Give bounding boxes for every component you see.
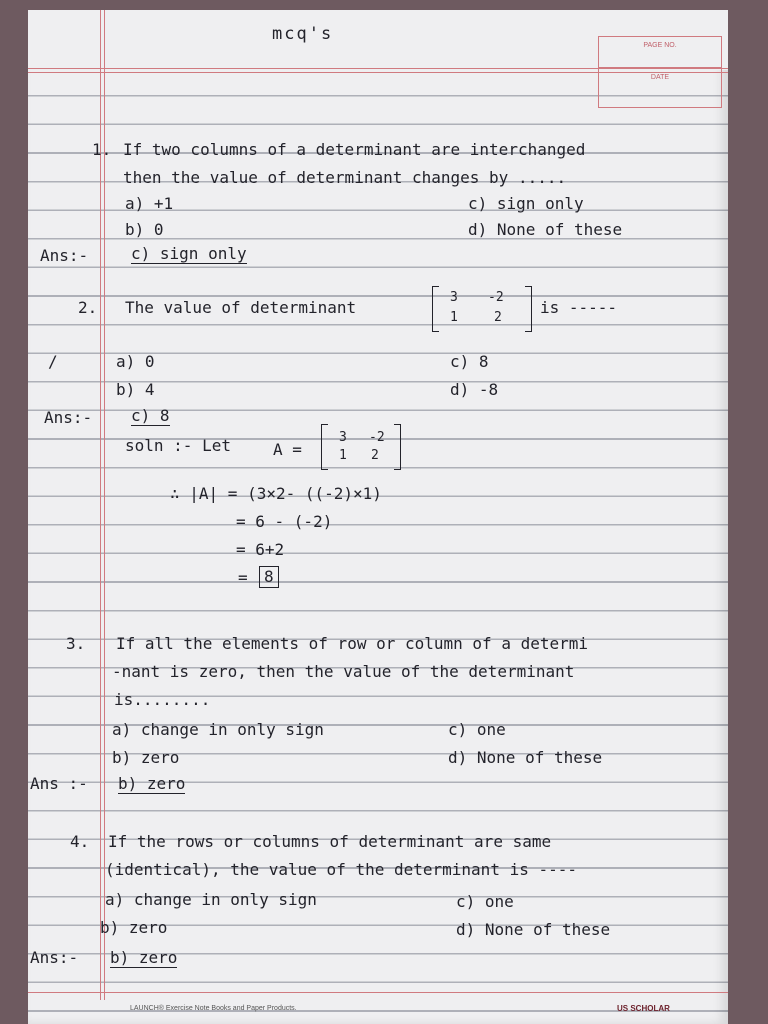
- q2-option-b: b) 4: [116, 380, 155, 399]
- q3-option-c: c) one: [448, 720, 506, 739]
- q2-answer: c) 8: [131, 406, 170, 425]
- footer-brand-logo: US SCHOLAR: [617, 1004, 670, 1013]
- q2-step-2: = 6 - (-2): [236, 512, 333, 531]
- q2-option-a: a) 0: [116, 352, 155, 371]
- q2-matrix-a21: 1: [450, 310, 458, 325]
- q4-text-line2: (identical), the value of the determinant is ----: [105, 860, 578, 879]
- q2-step-3: = 6+2: [236, 540, 285, 559]
- q3-text-line1: If all the elements of row or column of a determi: [116, 634, 589, 653]
- q4-option-c: c) one: [456, 892, 514, 911]
- q3-text-line2: -nant is zero, then the value of the determinant: [112, 662, 575, 681]
- q2-answer-label: Ans:-: [44, 408, 93, 427]
- q2-matrix: [432, 286, 532, 330]
- q4-text-line1: If the rows or columns of determinant are same: [108, 832, 552, 851]
- footer-text: LAUNCH® Exercise Note Books and Paper Products.: [130, 1005, 297, 1012]
- q2-suffix: is -----: [540, 298, 618, 317]
- q2-solution-label: soln :- Let: [125, 436, 231, 455]
- q2-solution-matrix-right-bracket: [394, 424, 401, 470]
- q2-matrix-right-bracket: [525, 286, 532, 332]
- q2-step-1: ∴ |A| = (3×2- ((-2)×1): [170, 484, 382, 503]
- page-no-date-box: [598, 36, 722, 108]
- q4-number: 4.: [70, 832, 90, 851]
- q3-option-a: a) change in only sign: [112, 720, 324, 739]
- date-label: DATE: [650, 74, 670, 81]
- q2-solution-matrix-left-bracket: [321, 424, 328, 470]
- q2-solution-matrix-a22: 2: [371, 448, 379, 463]
- q2-solution-a-label: A =: [273, 440, 302, 459]
- q2-matrix-a11: 3: [450, 290, 458, 305]
- q3-answer: b) zero: [118, 774, 186, 793]
- page-title: mcq's: [272, 24, 334, 44]
- q2-solution-matrix-a11: 3: [339, 430, 347, 445]
- q1-option-d: d) None of these: [468, 220, 623, 239]
- q1-answer-label: Ans:-: [40, 246, 89, 265]
- q1-text-line2: then the value of determinant changes by .....: [123, 168, 567, 187]
- q1-number: 1.: [92, 140, 112, 159]
- q2-solution-matrix-a12: -2: [369, 430, 385, 445]
- q4-option-a: a) change in only sign: [105, 890, 317, 909]
- q3-text-line3: is........: [114, 690, 211, 709]
- q3-number: 3.: [66, 634, 86, 653]
- notebook-page: [28, 10, 728, 1024]
- q3-option-b: b) zero: [112, 748, 180, 767]
- q1-option-a: a) +1: [125, 194, 174, 213]
- q2-final-answer-box: 8: [259, 566, 279, 588]
- q3-option-d: d) None of these: [448, 748, 603, 767]
- q1-option-c: c) sign only: [468, 194, 584, 213]
- page-no-label: PAGE NO.: [643, 42, 677, 49]
- q2-solution-matrix-a21: 1: [339, 448, 347, 463]
- q2-option-c: c) 8: [450, 352, 489, 371]
- q2-step-4-equals: =: [238, 568, 248, 587]
- q4-option-b: b) zero: [100, 918, 168, 937]
- page-box-divider: [599, 67, 721, 68]
- q2-matrix-left-bracket: [432, 286, 439, 332]
- q2-solution-matrix: [321, 424, 401, 468]
- q2-matrix-a12: -2: [488, 290, 504, 305]
- q4-option-d: d) None of these: [456, 920, 611, 939]
- q2-matrix-a22: 2: [494, 310, 502, 325]
- q2-number: 2.: [78, 298, 98, 317]
- q2-text: The value of determinant: [125, 298, 357, 317]
- q2-option-d: d) -8: [450, 380, 499, 399]
- q2-margin-mark: /: [48, 352, 58, 371]
- q4-answer: b) zero: [110, 948, 178, 967]
- q4-answer-label: Ans:-: [30, 948, 79, 967]
- q3-answer-label: Ans :-: [30, 774, 88, 793]
- q1-text-line1: If two columns of a determinant are interchanged: [123, 140, 586, 159]
- q1-option-b: b) 0: [125, 220, 164, 239]
- q1-answer: c) sign only: [131, 244, 247, 263]
- bottom-margin-line: [28, 992, 728, 993]
